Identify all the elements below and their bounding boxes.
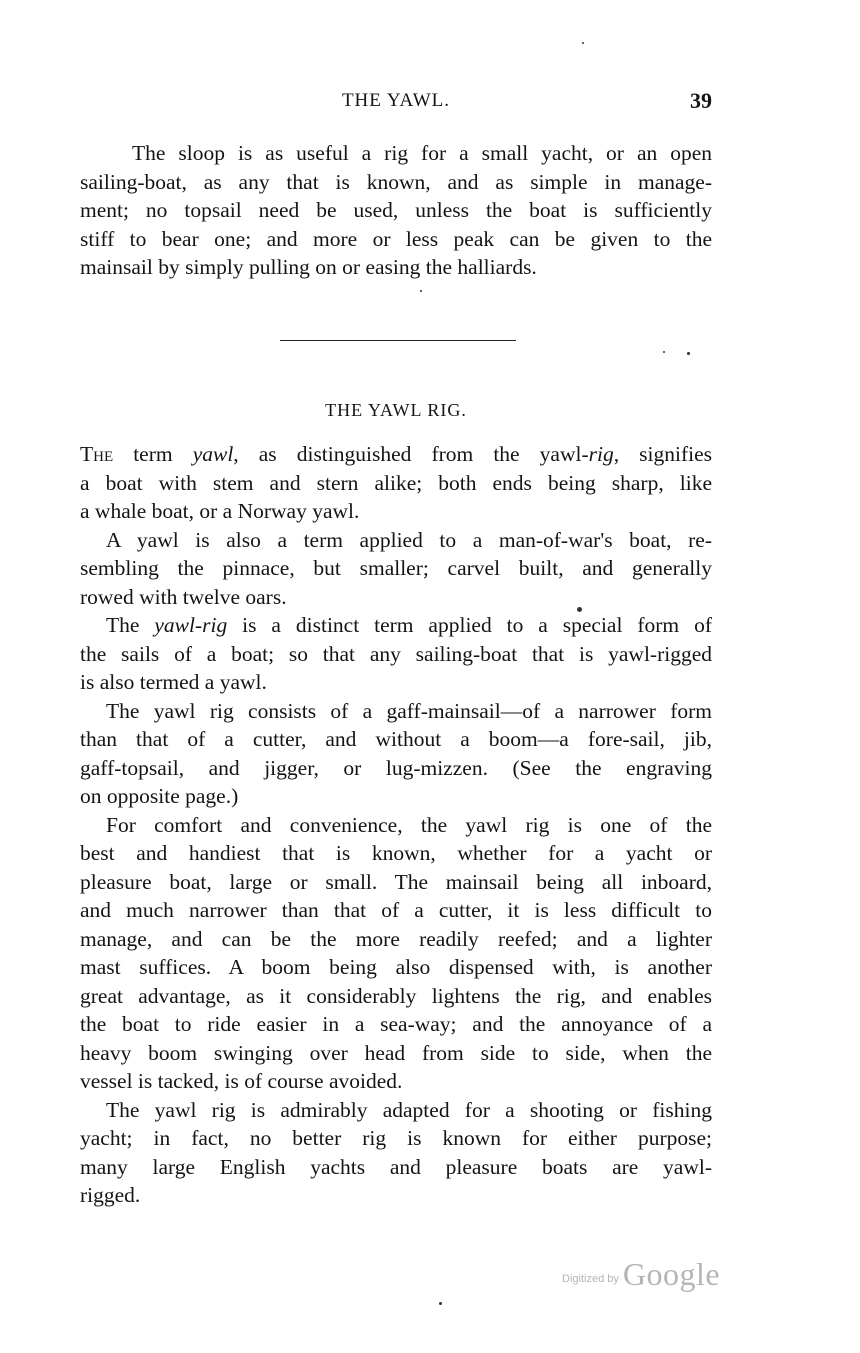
text-line: heavy boom swinging over head from side to side, when the: [80, 1040, 712, 1065]
text-line: The yawl rig is admirably adapted for a shooting or fishing: [106, 1097, 712, 1122]
text-line: a boat with stem and stern alike; both ends being sharp, like: [80, 470, 712, 495]
text-fragment: , as distinguished from the yawl-: [233, 442, 589, 466]
text-line: ment; no topsail need be used, unless the boat is sufficiently: [80, 198, 712, 222]
text-line: rowed with twelve oars.: [80, 584, 287, 609]
text-line: mainsail by simply pulling on or easing the halliards.: [80, 255, 537, 279]
running-title: THE YAWL.: [341, 90, 451, 111]
italic-term: rig: [588, 442, 614, 466]
text-line: vessel is tacked, is of course avoided.: [80, 1069, 403, 1093]
section-body: [80, 440, 712, 1210]
text-fragment: is a distinct term applied to a special form of: [227, 613, 712, 637]
scan-speck: [582, 42, 584, 44]
text-fragment: The: [106, 613, 155, 637]
scan-speck: [420, 290, 422, 292]
text-line: manage, and can be the more readily reefed; and a lighter: [80, 926, 712, 951]
running-head: [80, 88, 712, 118]
text-line: best and handiest that is known, whether for a yacht or: [80, 841, 712, 865]
italic-term: yawl-rig: [154, 613, 228, 637]
text-line: the sails of a boat; so that any sailing-boat that is yawl-rigged: [80, 641, 712, 666]
text-fragment: term: [113, 442, 193, 466]
text-line: sembling the pinnace, but smaller; carvel built, and generally: [80, 556, 712, 580]
text-line: The sloop is as useful a rig for a small yacht, or an open: [132, 141, 712, 165]
text-line: [80, 440, 712, 469]
text-line: great advantage, as it considerably lightens the rig, and enables: [80, 983, 712, 1008]
opening-word: The: [80, 442, 114, 466]
text-line: than that of a cutter, and without a boom—a fore-sail, jib,: [80, 727, 712, 751]
scan-speck: [687, 352, 690, 355]
text-line: yacht; in fact, no better rig is known for either purpose;: [80, 1126, 712, 1150]
section-title: THE YAWL RIG.: [325, 400, 467, 420]
text-line: many large English yachts and pleasure boats are yawl-: [80, 1154, 712, 1179]
paragraph-5: [80, 811, 712, 1096]
text-line: The yawl rig consists of a gaff-mainsail—of a narrower form: [106, 698, 712, 723]
paragraph-2: [80, 526, 712, 612]
text-line: sailing-boat, as any that is known, and as simple in manage-: [80, 169, 712, 194]
italic-term: yawl: [192, 442, 234, 466]
text-line: the boat to ride easier in a sea-way; and the annoyance of a: [80, 1012, 712, 1036]
text-line: A yawl is also a term applied to a man-of-war's boat, re-: [106, 527, 712, 552]
text-line: a whale boat, or a Norway yawl.: [80, 499, 360, 523]
google-watermark: [562, 1256, 720, 1293]
text-line: [80, 611, 712, 640]
watermark-brand: Google: [622, 1256, 721, 1292]
text-line: stiff to bear one; and more or less peak can be given to the: [80, 226, 712, 251]
text-line: pleasure boat, large or small. The mainsail being all inboard,: [80, 869, 712, 894]
paragraph-3: [80, 611, 712, 697]
paragraph-1: [80, 440, 712, 526]
scan-speck: [439, 1302, 442, 1305]
text-line: on opposite page.): [80, 784, 239, 808]
scan-speck: [663, 351, 665, 353]
paragraph-4: [80, 697, 712, 811]
section-divider: [280, 340, 516, 341]
scan-speck: [577, 607, 582, 612]
text-line: and much narrower than that of a cutter, it is less difficult to: [80, 898, 712, 922]
text-line: gaff-topsail, and jigger, or lug-mizzen. (See the engraving: [80, 755, 712, 780]
text-line: mast suffices. A boom being also dispensed with, is another: [80, 955, 712, 979]
text-line: is also termed a yawl.: [80, 670, 267, 694]
intro-paragraph: [80, 139, 712, 282]
paragraph-6: [80, 1096, 712, 1210]
text-fragment: , signifies: [613, 442, 713, 466]
text-line: For comfort and convenience, the yawl rig is one of the: [106, 812, 712, 837]
text-line: rigged.: [80, 1183, 141, 1207]
page-number: 39: [690, 88, 712, 113]
watermark-prefix: Digitized by: [562, 1273, 619, 1285]
